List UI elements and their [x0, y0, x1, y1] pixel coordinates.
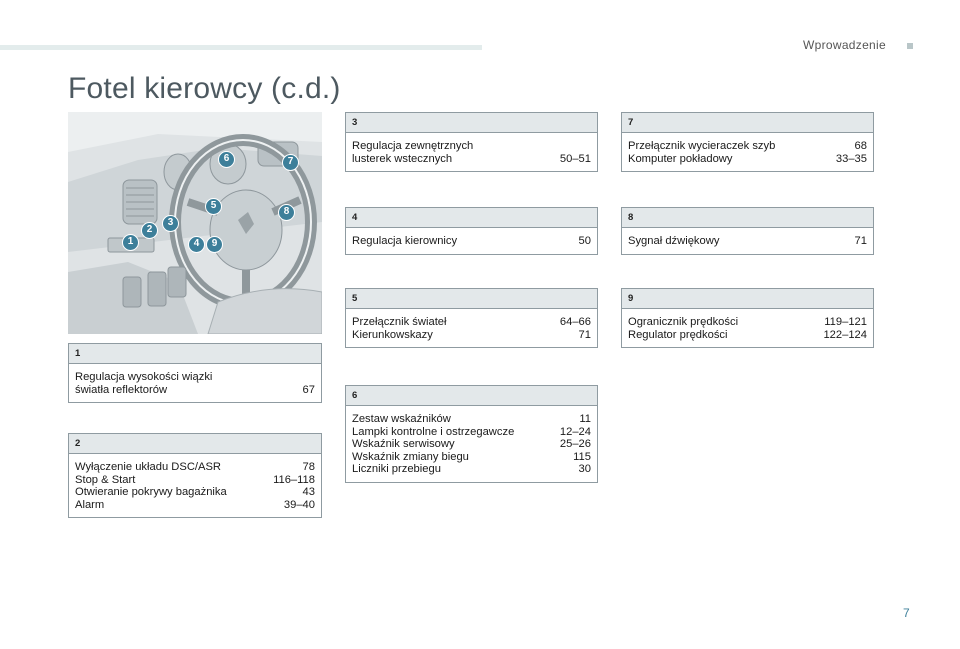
box-row — [628, 329, 867, 342]
callout-9: 9 — [206, 236, 223, 253]
row-text: Wyłączenie układu DSC/ASR — [75, 461, 222, 473]
row-page: 43 — [302, 486, 315, 499]
row-page: 11 — [579, 413, 591, 425]
box-number: 5 — [346, 289, 597, 309]
box-row — [352, 153, 591, 166]
row-page: 68 — [854, 140, 867, 152]
row-text: Regulator prędkości — [628, 328, 728, 341]
callout-6: 6 — [218, 151, 235, 168]
row-text: Wskaźnik zmiany biegu — [352, 450, 469, 463]
row-page: 116–118 — [273, 473, 315, 486]
info-box-4 — [345, 207, 598, 255]
box-row — [75, 486, 315, 499]
row-page: 30 — [578, 463, 591, 476]
box-row — [352, 140, 591, 153]
callout-1: 1 — [122, 234, 139, 251]
page-title: Fotel kierowcy (c.d.) — [68, 72, 341, 105]
callout-7: 7 — [282, 154, 299, 171]
box-row — [628, 153, 867, 166]
row-text: Regulacja kierownicy — [352, 235, 458, 247]
box-number: 6 — [346, 386, 597, 406]
header-rule — [0, 45, 482, 50]
info-box-2 — [68, 433, 322, 518]
row-text: Ogranicznik prędkości — [628, 316, 739, 328]
box-row — [352, 413, 591, 426]
box-number: 8 — [622, 208, 873, 228]
row-page: 64–66 — [559, 316, 591, 328]
box-row — [75, 461, 315, 474]
callout-8: 8 — [278, 204, 295, 221]
box-row — [75, 474, 315, 487]
dashboard-drawing — [68, 112, 322, 334]
box-number: 4 — [346, 208, 597, 228]
section-title: Wprowadzenie — [803, 38, 886, 52]
row-text: Przełącznik świateł — [352, 316, 447, 328]
box-number: 2 — [69, 434, 321, 454]
row-page: 67 — [302, 383, 315, 396]
page-number: 7 — [903, 606, 910, 620]
row-page: 33–35 — [835, 152, 867, 165]
box-row — [628, 316, 867, 329]
box-row — [628, 235, 867, 248]
row-text: Regulacja zewnętrznych — [352, 140, 474, 152]
row-text: Liczniki przebiegu — [352, 463, 441, 476]
callout-2: 2 — [141, 222, 158, 239]
callout-3: 3 — [162, 215, 179, 232]
row-text: Przełącznik wycieraczek szyb — [628, 140, 776, 152]
row-page: 25–26 — [559, 438, 591, 451]
box-row — [352, 316, 591, 329]
row-text: światła reflektorów — [75, 383, 168, 396]
row-page: 50–51 — [559, 152, 591, 165]
dashboard-illustration — [68, 112, 322, 334]
box-number: 1 — [69, 344, 321, 364]
row-text: Lampki kontrolne i ostrzegawcze — [352, 425, 515, 438]
row-text: Regulacja wysokości wiązki — [75, 371, 213, 383]
box-row — [75, 371, 315, 384]
box-number: 7 — [622, 113, 873, 133]
box-row — [352, 438, 591, 451]
row-text: Wskaźnik serwisowy — [352, 438, 455, 451]
section-marker — [907, 43, 913, 49]
info-box-5 — [345, 288, 598, 348]
row-page: 50 — [578, 235, 591, 247]
row-page: 12–24 — [559, 425, 591, 438]
box-row — [628, 140, 867, 153]
box-row — [352, 426, 591, 439]
row-text: Komputer pokładowy — [628, 152, 733, 165]
row-page: 71 — [854, 235, 867, 247]
row-page: 122–124 — [823, 328, 867, 341]
box-row — [352, 235, 591, 248]
row-text: Zestaw wskaźników — [352, 413, 451, 425]
row-page: 119–121 — [824, 316, 867, 328]
row-text: Otwieranie pokrywy bagażnika — [75, 486, 227, 499]
box-row — [352, 463, 591, 476]
row-text: Kierunkowskazy — [352, 328, 433, 341]
callout-4: 4 — [188, 236, 205, 253]
info-box-7 — [621, 112, 874, 172]
row-page: 115 — [573, 450, 591, 463]
row-page: 39–40 — [283, 498, 315, 511]
box-row — [75, 499, 315, 512]
row-text: Sygnał dźwiękowy — [628, 235, 720, 247]
info-box-6 — [345, 385, 598, 483]
row-page: 71 — [578, 328, 591, 341]
info-box-9 — [621, 288, 874, 348]
box-number: 3 — [346, 113, 597, 133]
info-box-8 — [621, 207, 874, 255]
box-row — [352, 451, 591, 464]
row-text: Stop & Start — [75, 473, 136, 486]
row-text: lusterek wstecznych — [352, 152, 453, 165]
row-page: 78 — [302, 461, 315, 473]
callout-5: 5 — [205, 198, 222, 215]
row-text: Alarm — [75, 498, 105, 511]
info-box-1 — [68, 343, 322, 403]
box-number: 9 — [622, 289, 873, 309]
box-row — [352, 329, 591, 342]
info-box-3 — [345, 112, 598, 172]
box-row — [75, 384, 315, 397]
